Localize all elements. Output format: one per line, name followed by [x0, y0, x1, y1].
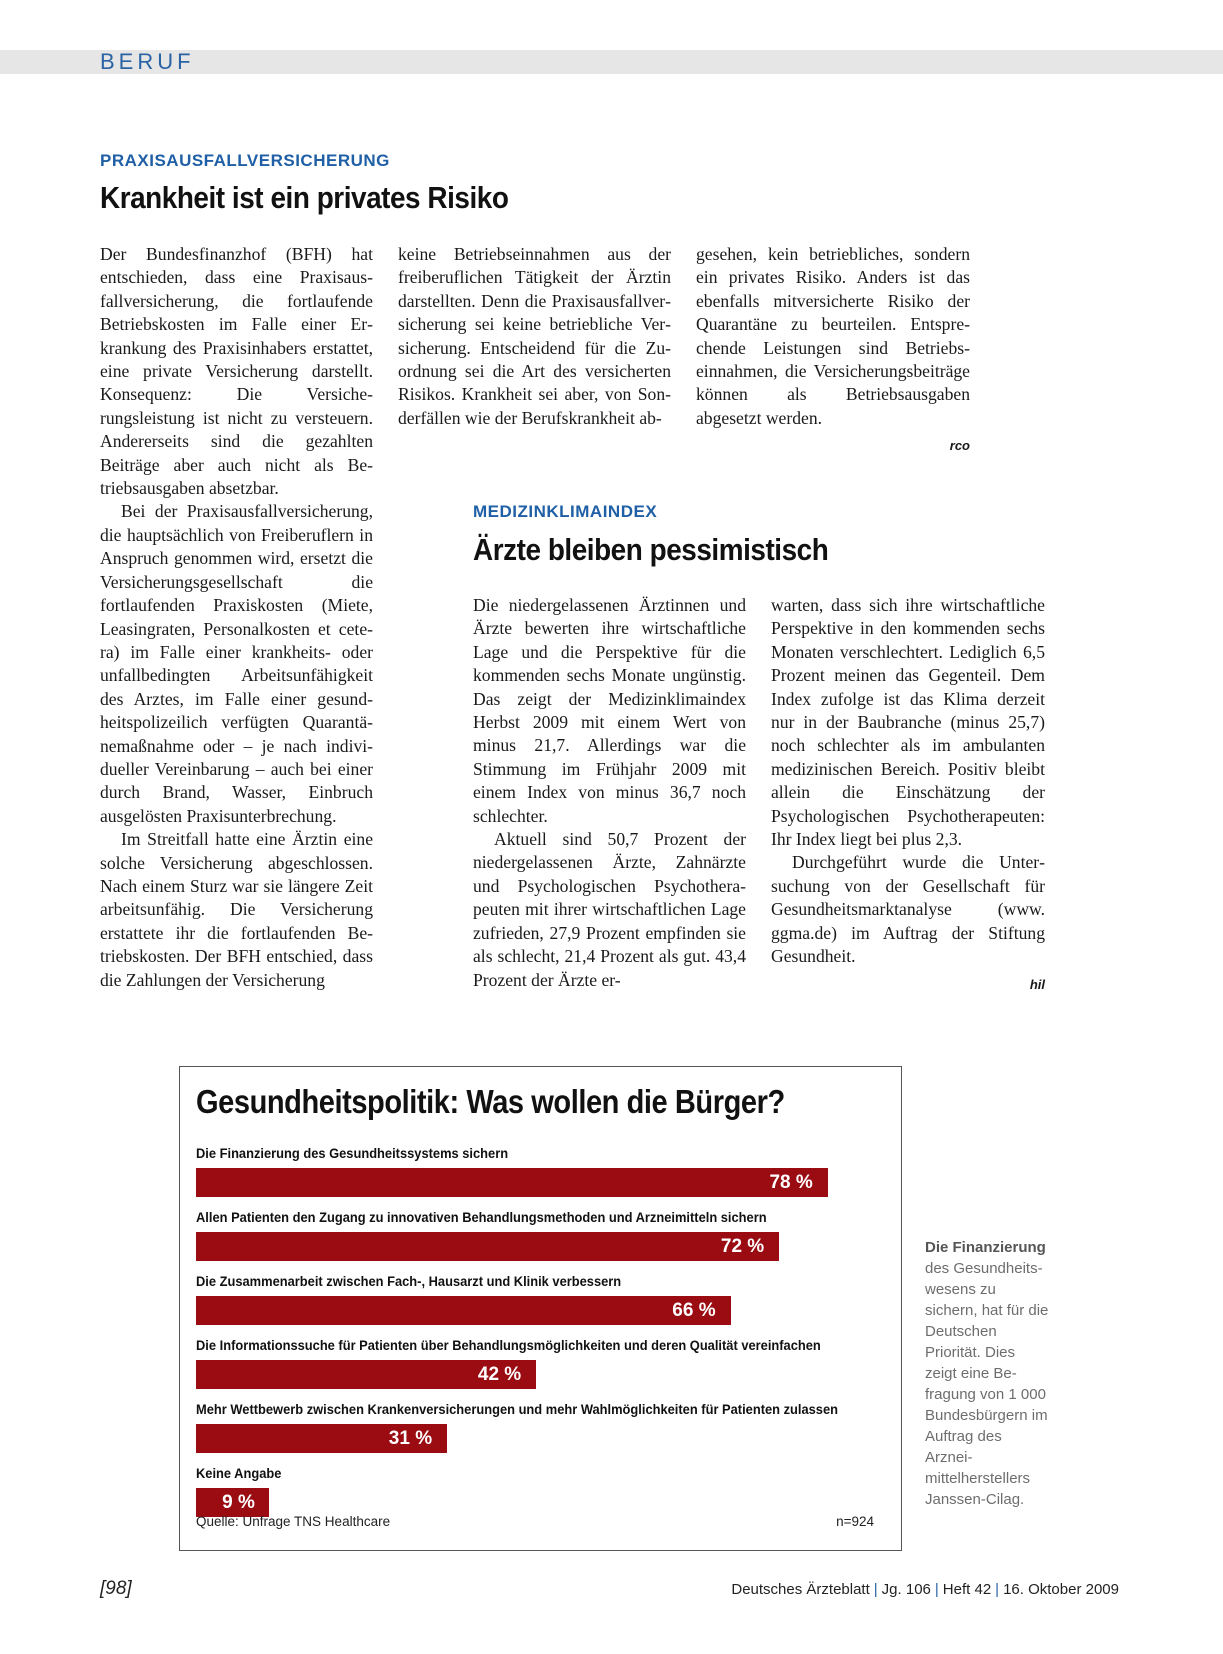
article1-column-3 — [696, 243, 970, 458]
bar — [196, 1360, 536, 1389]
bar-value-label: 66 % — [672, 1300, 716, 1321]
bar-label: Keine Angabe — [196, 1465, 282, 1481]
chart-sample-size: n=924 — [836, 1514, 874, 1529]
bar-label: Mehr Wettbewerb zwischen Krankenversicherungen und mehr Wahlmöglichkeiten für Patienten zulassen — [196, 1401, 839, 1417]
page-number: [98] — [100, 1578, 132, 1599]
article1-paragraph: Im Streitfall hatte eine Ärztin eine solche Versicherung abgeschlossen. Nach einem Sturz war sie längere Zeit arbeitsunfähig. Die Versicherung erstattete ihr die fortlaufenden Betriebskosten. Der BFH entschied, dass die Zahlungen der Versicherung — [100, 829, 373, 990]
article2-signature: hil — [1029, 976, 1045, 992]
chart-source: Quelle: Unfrage TNS Healthcare — [196, 1514, 391, 1529]
bar-value-label: 78 % — [769, 1172, 813, 1193]
article2-kicker: MEDIZINKLIMAINDEX — [473, 502, 658, 521]
journal-issue: Heft 42 — [942, 1581, 992, 1598]
chart-bars — [196, 1145, 886, 1513]
article1-kicker: PRAXISAUSFALLVERSICHERUNG — [100, 151, 390, 170]
chart-caption — [925, 1237, 1050, 1510]
article2-paragraph: Aktuell sind 50,7 Prozent der niedergelassenen Ärzte, Zahnärzte und Psychologischen Psychotherapeuten mit ihrer wirtschaftlichen Lage zufrieden, 27,9 Prozent empfinden sie als schlecht, 21,4 Prozent als gut. 43,4 Prozent der Ärzte er- — [473, 829, 746, 990]
journal-reference — [731, 1581, 1119, 1598]
bar-label: Allen Patienten den Zugang zu innovativen Behandlungsmethoden und Arzneimitteln sichern — [196, 1209, 767, 1225]
article2-paragraph: warten, dass sich ihre wirtschaftliche Perspektive in den kommenden sechs Monaten verschlechtert. Lediglich 6,5 Prozent meinen das Gegenteil. Dem Index zufolge ist das Klima derzeit nur in der Baubranche (minus 25,7) noch schlechter als im ambulanten medizinischen Bereich. Positiv bleibt allein die Einschätzung der Psychologischen Psychotherapeuten: Ihr Index liegt bei plus 2,3. — [771, 595, 1045, 850]
bar-value-label: 42 % — [477, 1364, 522, 1385]
article1-paragraph: Der Bundesfinanzhof (BFH) hat entschieden, dass eine Praxisausfallversicherung, die fortlaufende Betriebskosten im Falle einer Erkrankung des Praxisinhabers erstattet, eine private Versicherung darstellt. Konsequenz: Die Versicherungsleistung ist nicht zu versteuern. Andererseits sind die gezahlten Beiträge aber auch nicht als Betriebsausgaben absetzbar. — [100, 244, 373, 499]
article2-column-1 — [473, 594, 746, 992]
article1-column-2 — [398, 243, 671, 430]
journal-date: 16. Oktober 2009 — [1003, 1581, 1119, 1598]
bar — [196, 1488, 269, 1517]
article1-paragraph: Bei der Praxisausfallversicherung, die hauptsächlich von Freiberuflern in Anspruch genommen wird, ersetzt die Versicherungsgesellschaft die fortlaufenden Praxiskosten (Miete, Leasingraten, Personalkosten et cetera) im Falle einer krankheits- oder unfallbedingten Arbeitsunfähigkeit des Arztes, im Falle einer gesundheitspolizeilich verfügten Quarantänemaßnahme oder – je nach individueller Vereinbarung – auch bei einer durch Brand, Wasser, Einbruch ausgelösten Praxisunterbrechung. — [100, 501, 373, 826]
section-label: BERUF — [100, 49, 195, 74]
article2-paragraph: Die niedergelassenen Ärztinnen und Ärzte bewerten ihre wirtschaftliche Lage und die Perspektive für die kommenden sechs Monate ungünstig. Das zeigt der Medizinklimaindex Herbst 2009 mit einem Wert von minus 21,7. Allerdings war die Stimmung im Frühjahr 2009 mit einem Index von minus 36,7 noch schlechter. — [473, 595, 746, 826]
footer-separator: | — [934, 1581, 939, 1598]
bar — [196, 1296, 731, 1325]
article1-signature: rco — [949, 438, 970, 454]
article1-paragraph: keine Betriebseinnahmen aus der freiberuflichen Tätigkeit der Ärztin darstellten. Denn die Praxisausfallversicherung sei keine betriebliche Versicherung. Entscheidend für die Zuordnung sei die Art des versicherten Risikos. Krankheit sei aber, von Sonderfällen wie der Berufskrankheit ab- — [398, 244, 671, 428]
article1-column-1 — [100, 243, 373, 992]
article1-paragraph: gesehen, kein betriebliches, sondern ein privates Risiko. Anders ist das ebenfalls mitversicherte Risiko der Quarantäne zu beurteilen. Entsprechende Leistungen sind Betriebseinnahmen, die Versicherungsbeiträge können als Betriebsausgaben abgesetzt werden. — [696, 244, 970, 428]
journal-volume: Jg. 106 — [881, 1581, 931, 1598]
footer-separator: | — [995, 1581, 1000, 1598]
bar-value-label: 9 % — [222, 1492, 255, 1513]
article2-column-2 — [771, 594, 1045, 996]
article2-title: Ärzte bleiben pessimistisch — [473, 532, 829, 567]
article1-title: Krankheit ist ein privates Risiko — [100, 180, 509, 215]
bar-label: Die Zusammenarbeit zwischen Fach-, Hausarzt und Klinik verbessern — [196, 1273, 622, 1289]
bar-label: Die Finanzierung des Gesundheitssystems sichern — [196, 1145, 509, 1161]
bar-value-label: 31 % — [388, 1428, 433, 1449]
caption-text: des Gesundheitswesens zu sichern, hat für die Deutschen Priorität. Dies zeigt eine Befragung von 1 000 Bundesbürgern im Auftrag des Arzneimittelherstellers Janssen-Cilag. — [925, 1260, 1049, 1508]
survey-chart — [179, 1066, 902, 1551]
bar — [196, 1424, 447, 1453]
bar — [196, 1168, 828, 1197]
bar — [196, 1232, 779, 1261]
caption-lead: Die Finanzierung — [925, 1239, 1046, 1256]
footer-separator: | — [873, 1581, 878, 1598]
bar-label: Die Informationssuche für Patienten über Behandlungsmöglichkeiten und deren Qualität vereinfachen — [196, 1337, 821, 1353]
bar-value-label: 72 % — [720, 1236, 765, 1257]
chart-title: Gesundheitspolitik: Was wollen die Bürger? — [196, 1083, 785, 1120]
journal-name: Deutsches Ärzteblatt — [731, 1581, 870, 1598]
article2-paragraph: Durchgeführt wurde die Untersuchung von der Gesellschaft für Gesundheitsmarktanalyse (www. ggma.de) im Auftrag der Stiftung Gesundheit. — [771, 852, 1045, 967]
